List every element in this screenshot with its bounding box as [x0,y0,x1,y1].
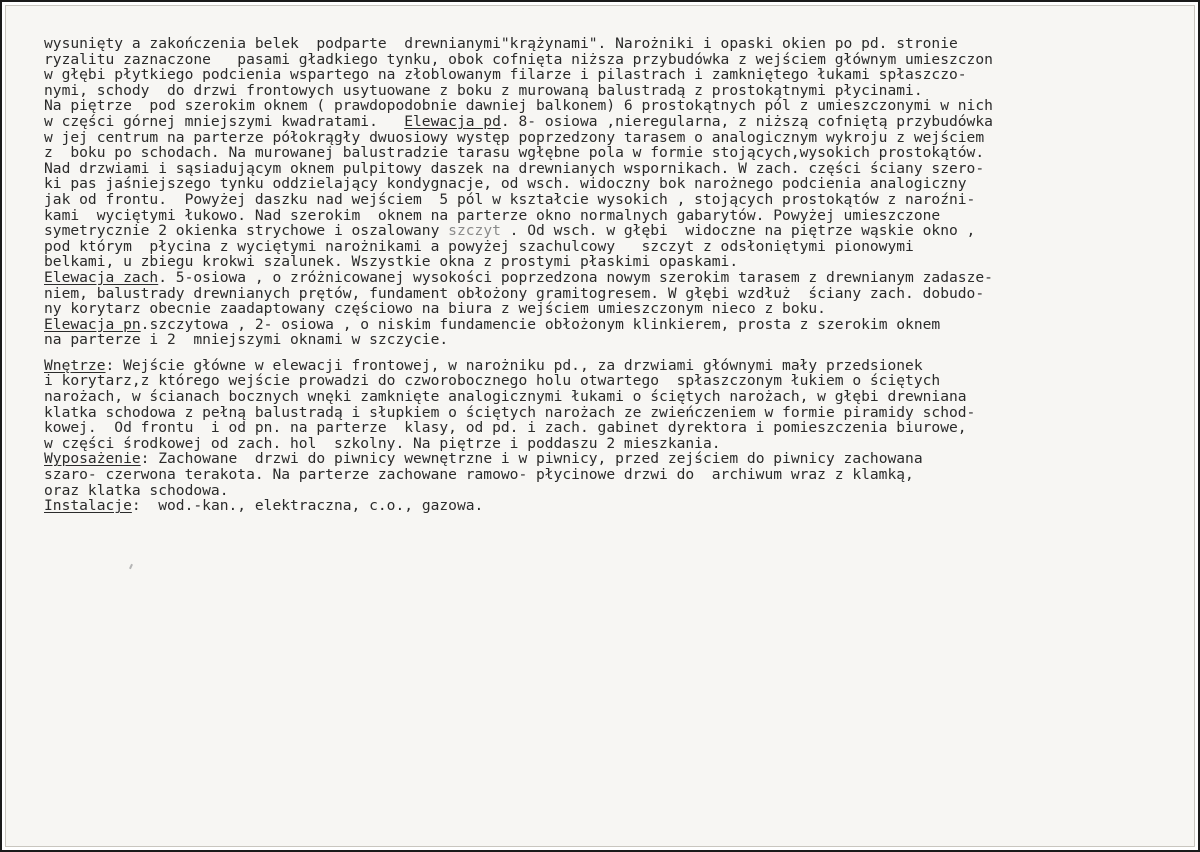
text-run: w części środkowej od zach. hol szkolny. Na piętrze i poddaszu 2 mieszkania. [44,434,721,452]
text-run: w części górnej mniejszymi kwadratami. [44,112,405,130]
text-run: Nad drzwiami i sąsiadującym oknem pulpitowy daszek na drewnianych wspornikach. W zach. części ściany szero- [44,159,985,177]
text-line [44,436,1174,452]
text-run: kowej. Od frontu i od pn. na parterze klasy, od pd. i zach. gabinet dyrektora i pomieszczenia biurowe, [44,419,967,437]
text-line [44,405,1174,421]
section-heading: Wnętrze [44,356,106,374]
text-line [44,467,1174,483]
text-run: . 8- osiowa ,nieregularna, z niższą cofniętą przybudówka [500,112,993,130]
text-line [44,301,1174,317]
text-line [44,389,1174,405]
text-run: ryzalitu zaznaczone pasami gładkiego tynku, obok cofnięta niższa przybudówka z wejściem głównym umieszczon [44,50,993,68]
text-run: jak od frontu. Powyżej daszku nad wejściem 5 pól w kształcie wysokich , stojących prostokątów z naroźni- [44,190,976,208]
text-line [44,130,1174,146]
text-run: z boku po schodach. Na murowanej balustradzie tarasu wgłębne pola w formie stojących,wysokich prostokątów. [44,144,985,162]
text-run: ny korytarz obecnie zaadaptowany częściowo na biura z wejściem umieszczonym nieco z boku. [44,300,826,318]
text-line [44,286,1174,302]
text-run: w głębi płytkiego podcienia wspartego na złoblowanym filarze i pilastrach i zamkniętego łukami spłaszczo- [44,66,967,84]
text-run: kami wyciętymi łukowo. Nad szerokim oknem na parterze okno normalnych gabarytów. Powyżej umieszczone [44,206,941,224]
text-line [44,98,1174,114]
text-line [44,358,1174,374]
section-heading: Elewacja zach [44,268,159,286]
text-run: klatka schodowa z pełną balustradą i słupkiem o ściętych narożach ze zwieńczeniem w formie piramidy schod- [44,403,976,421]
text-line [44,373,1174,389]
text-line [44,451,1174,467]
section-heading: Elewacja pn [44,315,141,333]
text-run: . Od wsch. w głębi widoczne na piętrze wąskie okno , [500,222,976,240]
text-run: wysunięty a zakończenia belek podparte drewnianymi"krążynami". Narożniki i opaski okien po pd. stronie [44,35,958,52]
text-line [44,161,1174,177]
text-run: : wod.-kan., elektraczna, c.o., gazowa. [131,497,484,515]
typewritten-text [44,36,1174,514]
text-run: niem, balustrady drewnianych prętów, fundament obłożony gramitogresem. W głębi wzdłuż ściany zach. dobudo- [44,284,985,302]
text-line [44,498,1174,514]
text-run: : Zachowane drzwi do piwnicy wewnętrzne i w piwnicy, przed zejściem do piwnicy zachowana [140,450,923,468]
text-line [44,67,1174,83]
text-run: narożach, w ścianach bocznych wnęki zamknięte analogicznymi łukami o ściętych narożach, w głębi drewniana [44,388,967,406]
section-heading: Wyposażenie [44,450,141,468]
text-run: szczyt [448,222,501,240]
text-run: pod którym płycina z wyciętymi narożnikami a powyżej szachulcowy szczyt z odsłoniętymi pionowymi [44,237,914,255]
text-line [44,208,1174,224]
text-run: . 5-osiowa , o zróżnicowanej wysokości poprzedzona nowym szerokim tarasem z drewnianym zadasze- [158,268,993,286]
text-run: : Wejście główne w elewacji frontowej, w narożniku pd., za drzwiami głównymi mały przedsionek [105,356,923,374]
section-heading: Elewacja pd [404,112,501,130]
text-line [44,223,1174,239]
text-run: oraz klatka schodowa. [44,481,229,499]
text-line [44,483,1174,499]
text-run: symetrycznie 2 okienka strychowe i oszalowany [44,222,449,240]
text-line [44,420,1174,436]
text-line [44,83,1174,99]
text-line [44,192,1174,208]
text-line [44,239,1174,255]
text-run: szaro- czerwona terakota. Na parterze zachowane ramowo- płycinowe drzwi do archiwum wraz z klamką, [44,466,914,484]
text-line [44,270,1174,286]
text-run: na parterze i 2 mniejszymi oknami w szczycie. [44,331,449,349]
text-run: nymi, schody do drzwi frontowych usytuowane z boku z murowaną balustradą z prostokątnymi płycinami. [44,81,923,99]
text-line [44,36,1174,52]
text-run: .szczytowa , 2- osiowa , o niskim fundamencie obłożonym klinkierem, prosta z szerokim oknem [140,315,941,333]
text-line [44,145,1174,161]
text-line [44,254,1174,270]
text-line [44,114,1174,130]
text-line [44,52,1174,68]
text-run: i korytarz,z którego wejście prowadzi do czworobocznego holu otwartego spłaszczonym łukiem o ściętych [44,372,941,390]
text-line [44,176,1174,192]
text-run: w jej centrum na parterze półokrągły dwuosiowy występ poprzedzony tarasem o analogicznym wykroju z wejściem [44,128,985,146]
text-run: belkami, u zbiegu krokwi szalunek. Wszystkie okna z prostymi płaskimi opaskami. [44,253,739,271]
section-heading: Instalacje [44,497,132,515]
text-line [44,317,1174,333]
text-run: ki pas jaśniejszego tynku oddzielający kondygnacje, od wsch. widoczny bok narożnego podcienia analogiczny [44,175,967,193]
text-line [44,332,1174,348]
paper-speck [129,564,133,569]
text-run: Na piętrze pod szerokim oknem ( prawdopodobnie dawniej balkonem) 6 prostokątnych pól z umieszczonymi w nich [44,97,993,115]
